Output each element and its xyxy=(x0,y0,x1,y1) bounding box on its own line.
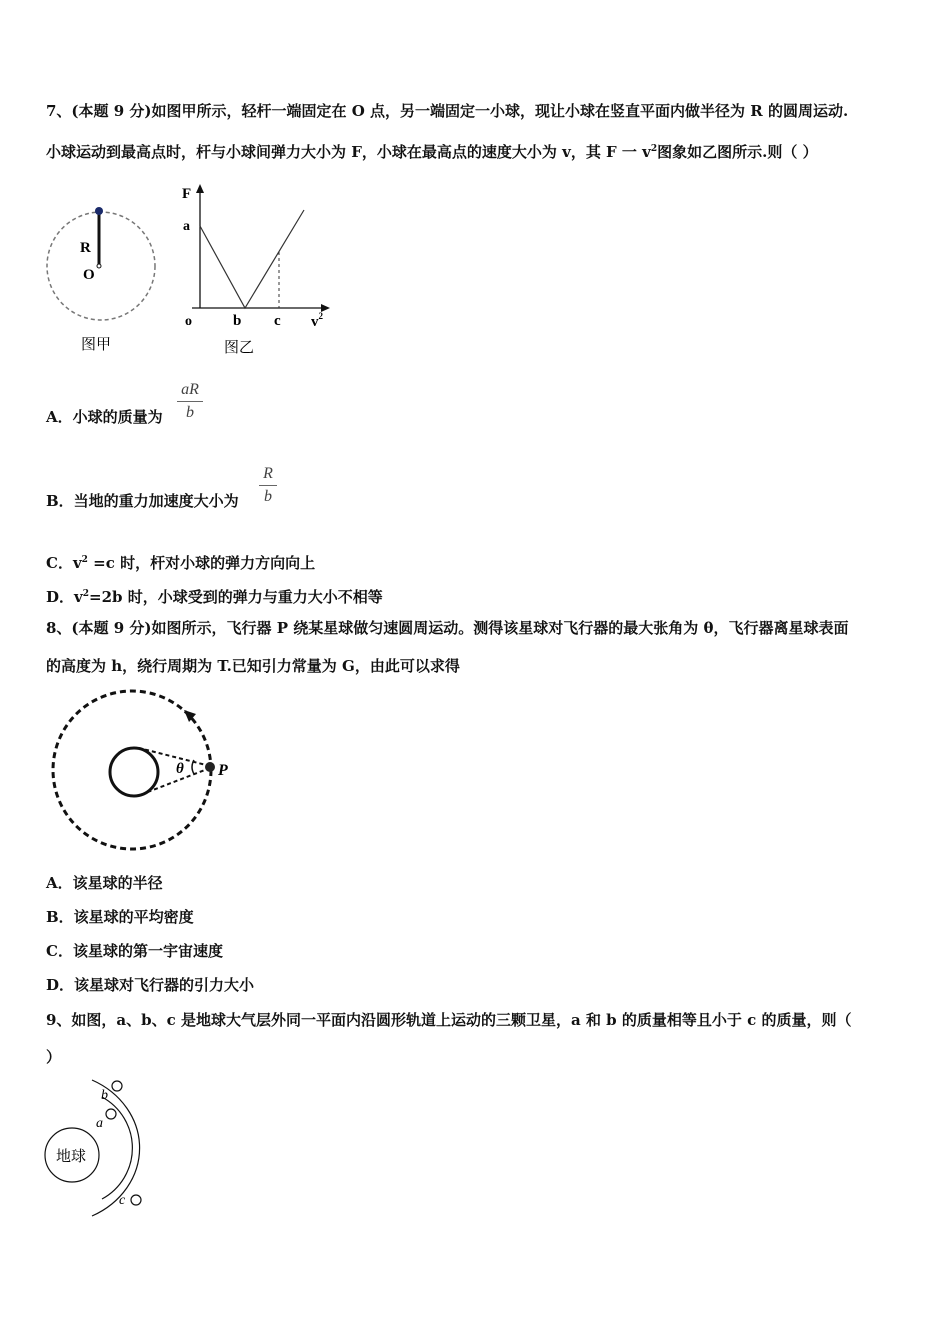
earth-label: 地球 xyxy=(56,1147,87,1165)
label-P: P xyxy=(218,762,228,779)
q7-option-a-fraction: aR b xyxy=(177,381,203,422)
label-v2: $v^2$ xyxy=(311,311,323,330)
tangent-line-lower xyxy=(140,768,210,795)
label-a: a xyxy=(183,219,190,234)
satellite-b xyxy=(112,1081,122,1091)
q7-option-b-fraction: R b xyxy=(259,465,277,506)
q8-figure xyxy=(48,688,248,858)
q8-stem-line2: 的高度为 h，绕行周期为 T.已知引力常量为 G，由此可以求得 xyxy=(46,657,460,675)
label-O: O xyxy=(83,267,95,283)
tangent-line-upper xyxy=(139,748,210,766)
satellite-c xyxy=(131,1195,141,1205)
q7-figure-jia xyxy=(40,200,160,360)
q7-option-a[interactable]: A．小球的质量为 xyxy=(46,408,163,426)
theta-arc xyxy=(192,760,194,774)
q7-stem-line2: 小球运动到最高点时，杆与小球间弹力大小为 F，小球在最高点的速度大小为 v，其 F 一 $v^2$图象如乙图所示.则（ ） xyxy=(46,143,818,161)
satellite-a xyxy=(106,1109,116,1119)
label-F: F xyxy=(182,186,192,202)
label-a: a xyxy=(96,1116,103,1131)
ball xyxy=(95,207,103,215)
q9-stem-line2: ） xyxy=(46,1048,62,1066)
q7-figure-yi xyxy=(178,180,338,360)
pivot-o xyxy=(97,264,101,268)
q7-stem-line1: 7、(本题 9 分)如图甲所示，轻杆一端固定在 O 点，另一端固定一小球，现让小球在竖直平面内做半径为 R 的圆周运动. xyxy=(46,102,849,120)
q9-figure xyxy=(40,1075,210,1225)
q8-option-a[interactable]: A．该星球的半径 xyxy=(46,874,163,892)
q8-option-c[interactable]: C．该星球的第一宇宙速度 xyxy=(46,942,223,960)
spacecraft-p xyxy=(205,762,215,772)
label-b: b xyxy=(233,313,242,329)
q8-option-d[interactable]: D．该星球对飞行器的引力大小 xyxy=(46,976,255,994)
label-R: R xyxy=(80,240,91,256)
label-c: c xyxy=(119,1193,126,1208)
q7-option-c[interactable]: C．$v^2 =c$ 时，杆对小球的弹力方向向上 xyxy=(46,554,316,572)
q7-option-d[interactable]: D．$v^2=2b$ 时，小球受到的弹力与重力大小不相等 xyxy=(46,588,383,606)
label-b: b xyxy=(101,1088,108,1103)
q9-stem-line1: 9、如图，a、b、c 是地球大气层外同一平面内沿圆形轨道上运动的三颗卫星，a 和 b 的质量相等且小于 c 的质量，则（ xyxy=(46,1011,852,1029)
f-v2-graph-line xyxy=(200,210,304,308)
f-axis-arrow xyxy=(196,184,204,193)
q8-stem-line1: 8、(本题 9 分)如图所示，飞行器 P 绕某星球做匀速圆周运动。测得该星球对飞行器的最大张角为 θ，飞行器离星球表面 xyxy=(46,619,849,637)
caption-jia: 图甲 xyxy=(81,335,112,353)
label-c: c xyxy=(274,313,281,329)
planet xyxy=(110,748,158,796)
caption-yi: 图乙 xyxy=(224,338,255,356)
label-o: o xyxy=(185,314,192,329)
q7-option-b[interactable]: B．当地的重力加速度大小为 xyxy=(46,492,239,510)
q8-option-b[interactable]: B．该星球的平均密度 xyxy=(46,908,194,926)
label-theta: θ xyxy=(176,761,184,777)
